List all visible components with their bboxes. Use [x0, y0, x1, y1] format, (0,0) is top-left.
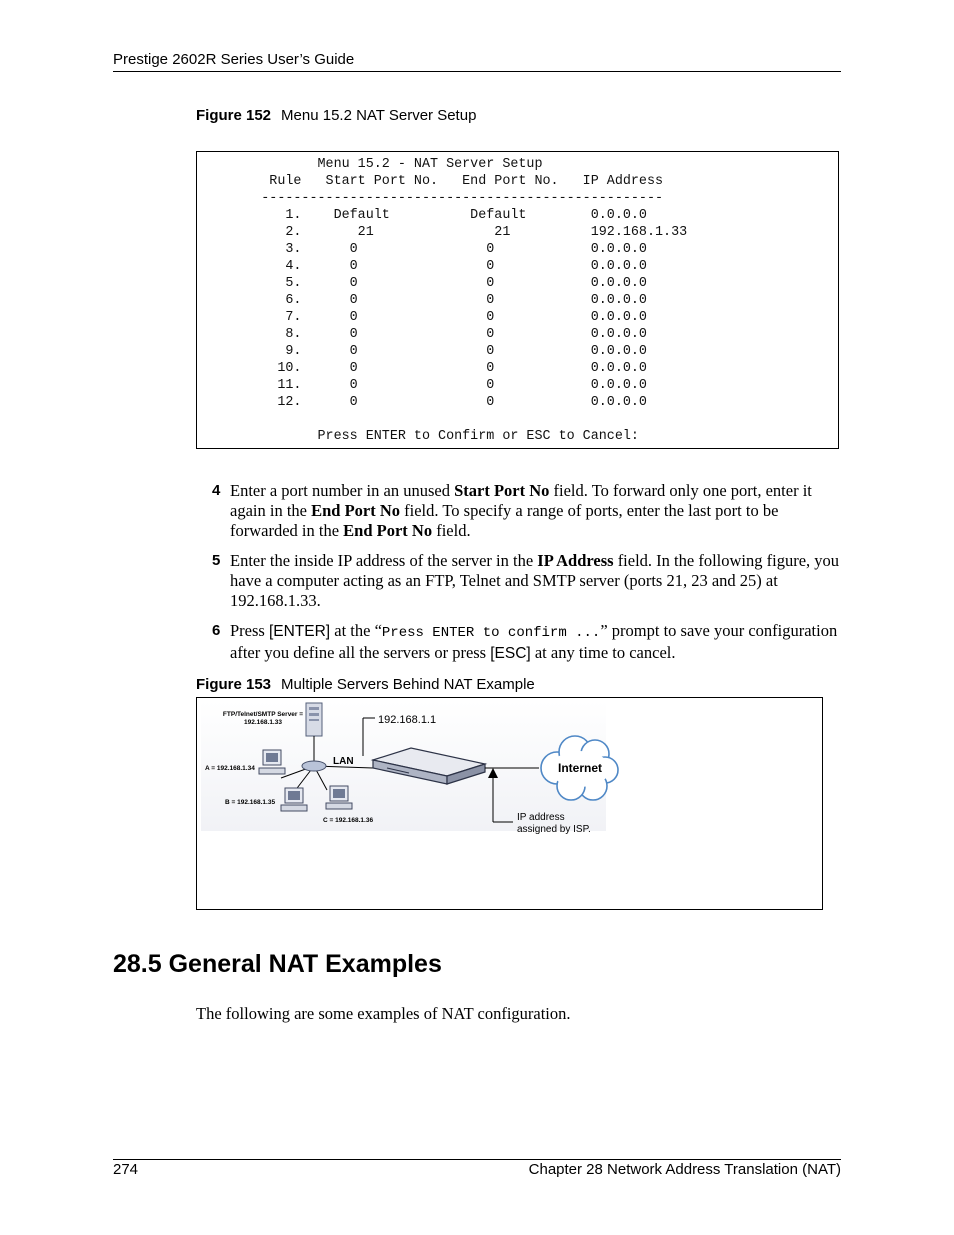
- computer-c-icon: [326, 786, 352, 809]
- step-text-run: Enter the inside IP address of the server in the: [230, 551, 538, 570]
- running-header: Prestige 2602R Series User’s Guide: [113, 51, 355, 68]
- step-text-run: ” prompt to save your configuration after you define all the servers or press: [230, 621, 838, 662]
- terminal-line: 11. 0 0 0.0.0.0: [205, 378, 647, 393]
- bold-field-name: IP Address: [537, 551, 614, 570]
- step-number: 6: [212, 622, 221, 639]
- step-4: [212, 481, 842, 541]
- step-5: [212, 551, 842, 611]
- footer-rule: [113, 1159, 841, 1160]
- step-text-run: at the “: [330, 621, 382, 640]
- step-text-run: at any time to cancel.: [530, 643, 676, 662]
- step-text-run: field.: [432, 521, 471, 540]
- lan-label: LAN: [333, 756, 354, 767]
- terminal-line: 1. Default Default 0.0.0.0: [205, 208, 647, 223]
- bold-field-name: End Port No: [343, 521, 433, 540]
- isp-note-line2: assigned by ISP.: [517, 824, 591, 835]
- terminal-line: 7. 0 0 0.0.0.0: [205, 310, 647, 325]
- isp-note-line1: IP address: [517, 812, 565, 823]
- host-a-label: A = 192.168.1.34: [205, 765, 255, 772]
- server-label: FTP/Telnet/SMTP Server =: [222, 711, 304, 718]
- server-icon: [306, 703, 322, 736]
- terminal-line: 9. 0 0 0.0.0.0: [205, 344, 647, 359]
- step-text-run: Enter a port number in an unused: [230, 481, 455, 500]
- terminal-line: 10. 0 0 0.0.0.0: [205, 361, 647, 376]
- nat-server-setup-terminal: [196, 151, 839, 449]
- step-6: [212, 621, 842, 664]
- terminal-line: 12. 0 0 0.0.0.0: [205, 395, 647, 410]
- host-b-label: B = 192.168.1.35: [225, 799, 276, 806]
- terminal-line: 6. 0 0 0.0.0.0: [205, 293, 647, 308]
- chapter-title: Chapter 28 Network Address Translation (NAT): [528, 1161, 841, 1178]
- nat-servers-diagram-frame: [196, 697, 823, 910]
- terminal-line: Press ENTER to Confirm or ESC to Cancel:: [205, 429, 639, 444]
- step-text-run: Press: [230, 621, 269, 640]
- step-text-run: field. In the following figure, you have a computer acting as an FTP, Telnet and SMTP server (ports 21, 23 and 25) at 192.168.1.33.: [230, 551, 840, 610]
- terminal-line: Rule Start Port No. End Port No. IP Address: [205, 174, 664, 189]
- terminal-line: 8. 0 0 0.0.0.0: [205, 327, 647, 342]
- terminal-line: 2. 21 21 192.168.1.33: [205, 225, 688, 240]
- figure-153-label: Figure 153: [196, 676, 272, 693]
- section-heading: 28.5 General NAT Examples: [113, 950, 442, 978]
- header-rule: [113, 71, 841, 72]
- computer-b-icon: [281, 788, 307, 811]
- terminal-line: Menu 15.2 - NAT Server Setup: [205, 157, 543, 172]
- key-name: [ESC]: [490, 645, 531, 662]
- step-text: [230, 481, 842, 541]
- terminal-line: --------------------------------------------------: [205, 191, 664, 206]
- computer-a-icon: [259, 750, 285, 774]
- terminal-line: 3. 0 0 0.0.0.0: [205, 242, 647, 257]
- bold-field-name: Start Port No: [454, 481, 550, 500]
- step-text-run: field. To forward only one port, enter it again in the: [230, 481, 812, 520]
- step-text: [230, 551, 842, 611]
- section-body: The following are some examples of NAT configuration.: [196, 1004, 571, 1023]
- figure-152-label: Figure 152: [196, 107, 272, 124]
- bold-field-name: End Port No: [311, 501, 401, 520]
- prompt-code: Press ENTER to confirm ...: [381, 625, 601, 641]
- server-ip: 192.168.1.33: [244, 719, 282, 726]
- switch-icon: [302, 761, 326, 771]
- step-number: 4: [212, 482, 221, 499]
- figure-152-title: Menu 15.2 NAT Server Setup: [281, 107, 477, 124]
- host-c-label: C = 192.168.1.36: [323, 817, 374, 824]
- step-number: 5: [212, 552, 221, 569]
- nat-servers-diagram: [197, 698, 822, 909]
- step-text: [230, 621, 842, 664]
- figure-153-title: Multiple Servers Behind NAT Example: [281, 676, 535, 693]
- terminal-line: 5. 0 0 0.0.0.0: [205, 276, 647, 291]
- figure-152-caption: [196, 107, 476, 124]
- router-lan-ip-label: 192.168.1.1: [378, 714, 437, 726]
- figure-153-caption: [196, 676, 535, 693]
- internet-label: Internet: [557, 761, 603, 775]
- step-text-run: field. To specify a range of ports, enter the last port to be forwarded in the: [230, 501, 779, 540]
- terminal-line: 4. 0 0 0.0.0.0: [205, 259, 647, 274]
- page-number: 274: [113, 1161, 139, 1178]
- key-name: [ENTER]: [268, 623, 331, 640]
